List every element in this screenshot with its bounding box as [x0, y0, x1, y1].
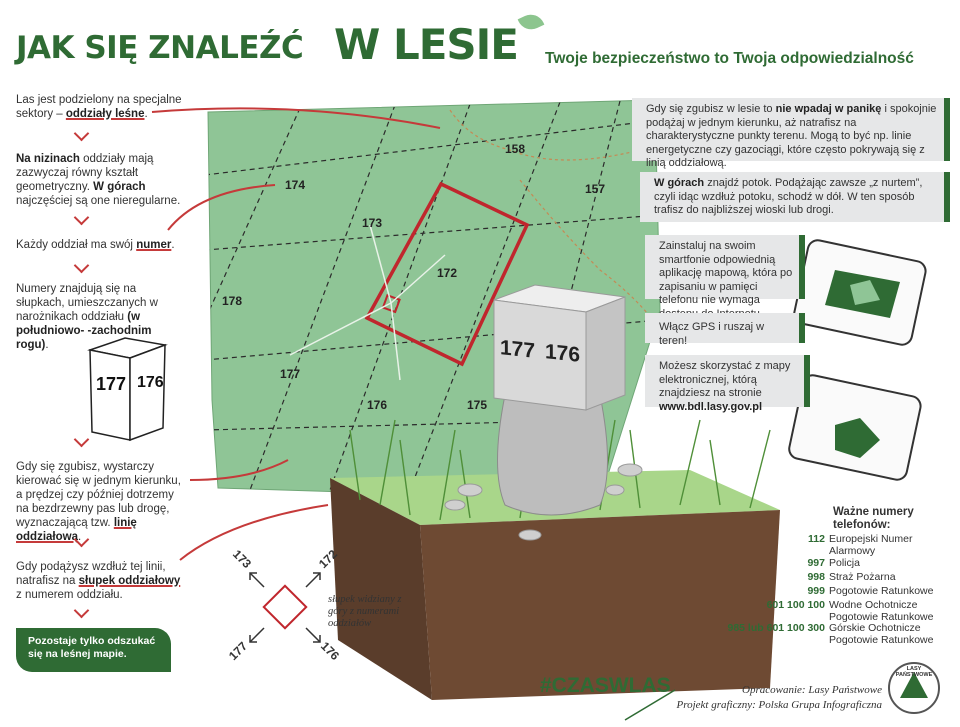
- diagram-label: 176: [317, 638, 343, 664]
- diagram-label: 172: [315, 546, 341, 572]
- diagram-caption: słupek widziany z góry z numerami oddziałów: [328, 594, 402, 629]
- diagram-label: 173: [229, 546, 255, 572]
- final-tip-badge: Pozostaje tylko odszukać się na leśnej mapie.: [16, 628, 171, 672]
- map-label: 157: [585, 182, 606, 196]
- subtitle: Twoje bezpieczeństwo to Twoja odpowiedzialność: [545, 50, 914, 67]
- map-label: 178: [222, 294, 243, 308]
- map-label: 174: [285, 178, 306, 192]
- post-base: [498, 395, 608, 515]
- map-label: 172: [437, 266, 458, 280]
- credit-design: Projekt graficzny: Polska Grupa Infograficzna: [676, 699, 882, 711]
- text-follow-line: Gdy podążysz wzdłuż tej linii, natrafisz na słupek oddziałowy z numerem oddziału.: [16, 561, 181, 601]
- map-label: 176: [367, 398, 388, 412]
- map-label: 173: [362, 216, 383, 230]
- tip-box-mountains: W górach znajdź potok. Podążając zawsze „z nurtem”, czyli idąc wzdłuż potoku, schodź w dół. W ten sposób trafisz do najbliższej wioski lub drogi.: [640, 172, 950, 222]
- text-sectors: Las jest podzielony na specjalne sektory – oddziały leśne.: [16, 94, 182, 120]
- map-label: 177: [280, 367, 301, 381]
- phone-number-row: 999 Pogotowie Ratunkowe: [807, 585, 934, 597]
- tip-box-app: Zainstaluj na swoim smartfonie odpowiednią aplikację mapową, która po zapisaniu w pamięci telefonu nie wymaga: [645, 235, 805, 299]
- post-label-right: 176: [545, 340, 581, 367]
- phone-number-row: 998 Straż Pożarna: [807, 571, 896, 583]
- post-sketch-label-right: 176: [137, 374, 164, 391]
- tip-box-panic: Gdy się zgubisz w lesie to nie wpadaj w panikę i spokojnie podążaj w jednym kierunku, aż natrafisz na charakterystyczne punkty terenu. Mogą to być np. linie energetyczne czy gazociągi, które często pokrywają się z linią oddziałową.: [632, 98, 950, 161]
- text-lowlands: Na nizinach oddziały mają zazwyczaj równy kształt geometryczny. W górach najczęściej są one nieregularne.: [16, 153, 181, 207]
- map-label: 175: [467, 398, 488, 412]
- credit-author: Opracowanie: Lasy Państwowe: [742, 684, 882, 696]
- text-lost: Gdy się zgubisz, wystarczy kierować się w jednym kierunku, a prędzej czy później dotrzemy na bezdrzewny pas lub drogę, wyznaczającą tzw. linię oddziałową.: [16, 461, 181, 543]
- post-top-view: [264, 586, 306, 628]
- phone-number-row: 112 Europejski Numer Alarmowy: [808, 533, 913, 557]
- title-part2: W LESIE: [334, 20, 518, 69]
- hashtag: #CZASWLAS: [540, 674, 671, 697]
- title-part1: JAK SIĘ ZNALEŹĆ: [16, 30, 304, 66]
- tip-box-gps: Włącz GPS i ruszaj w teren!: [645, 313, 805, 343]
- tip-box-web: Możesz skorzystać z mapy elektronicznej, którą znajdziesz na stronie www.bdl.lasy.gov.pl: [645, 355, 810, 407]
- post-face-right: [586, 297, 625, 410]
- text-number: Każdy oddział ma swój numer.: [16, 239, 175, 251]
- diagram-label: 177: [225, 638, 251, 664]
- phone-number-row: 985 lub 601 100 300 Górskie Ochotnicze Pogotowie Ratunkowe: [727, 622, 934, 646]
- phone-numbers-heading: Ważne numery telefonów:: [833, 506, 914, 531]
- map-label: 158: [505, 142, 526, 156]
- phone-illustration-1: [792, 238, 927, 346]
- post-sketch-label-left: 177: [96, 374, 127, 394]
- post-label-left: 177: [500, 336, 536, 363]
- text-posts: Numery znajdują się na słupkach, umieszczanych w narożnikach oddziału (w południowo- -zachodnim rogu).: [16, 283, 158, 351]
- phone-number-row: 601 100 100 Wodne Ochotnicze Pogotowie Ratunkowe: [766, 599, 934, 623]
- logo-text: LASY PAŃSTWOWE: [895, 666, 933, 678]
- phone-number-row: 997 Policja: [807, 557, 860, 569]
